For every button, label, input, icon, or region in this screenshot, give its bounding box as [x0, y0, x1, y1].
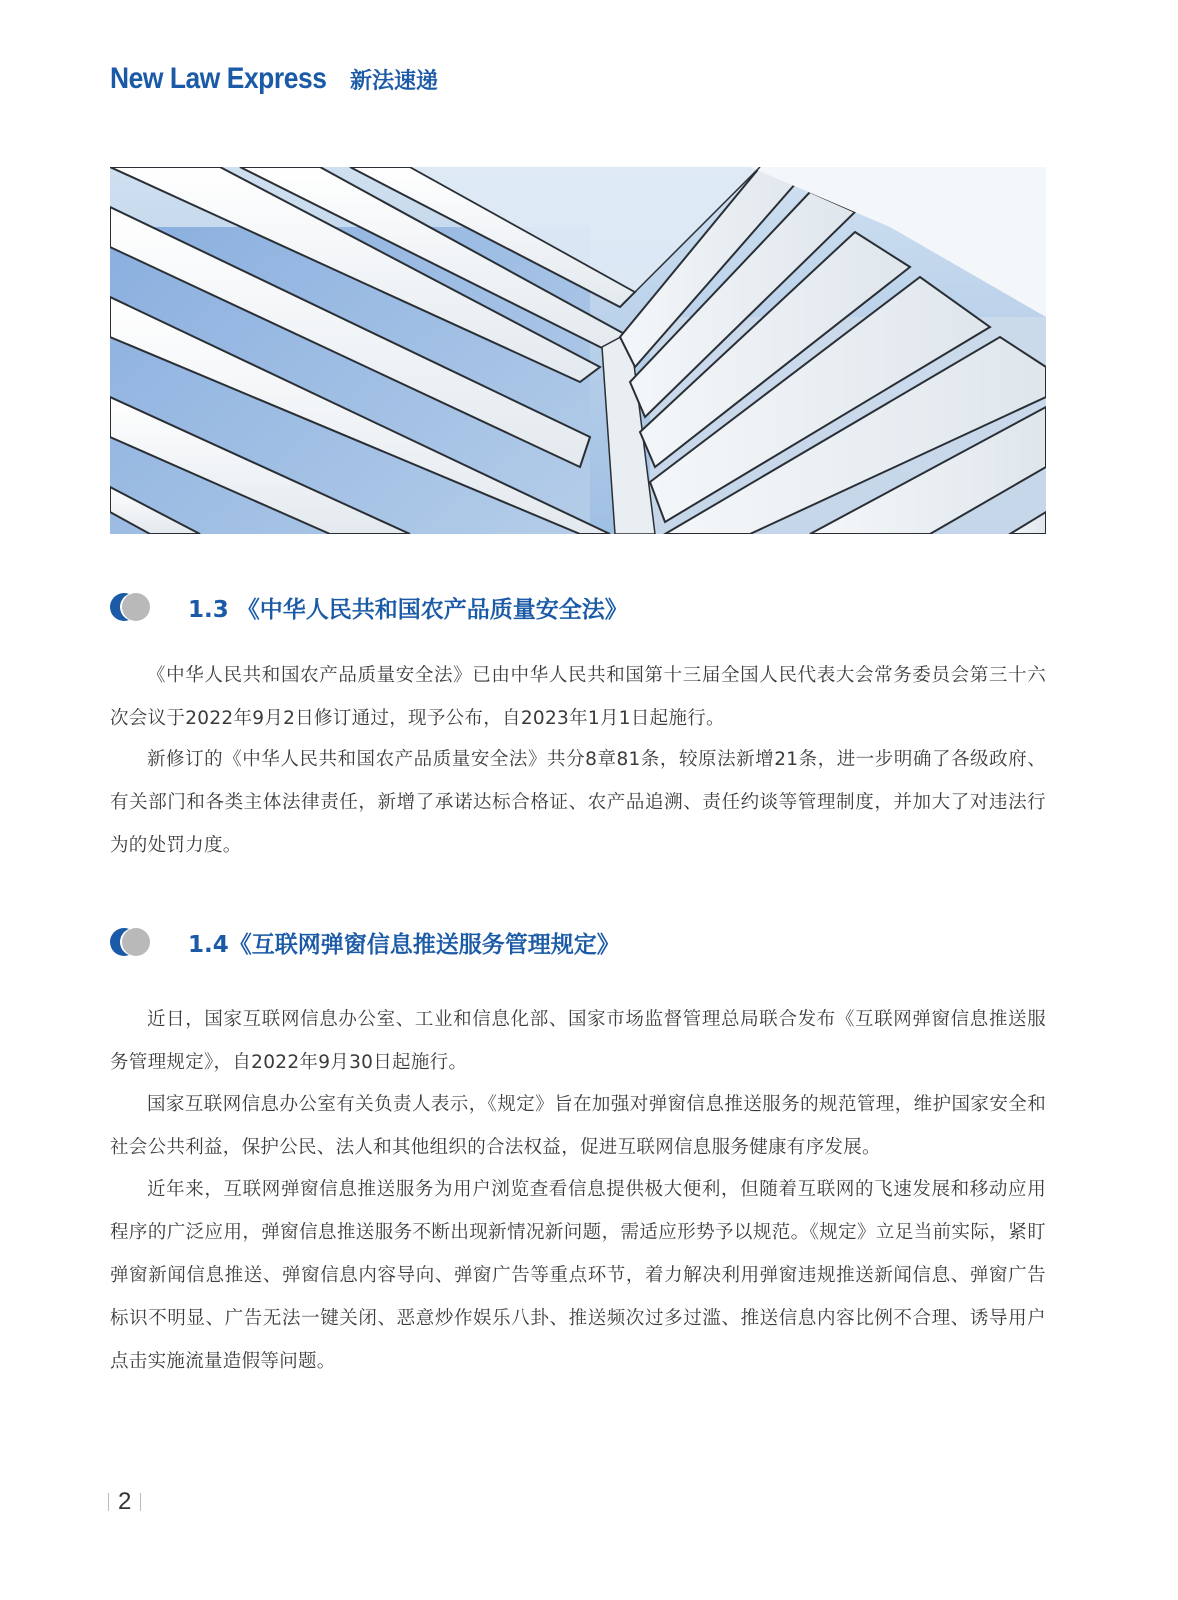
- paragraph: 近日，国家互联网信息办公室、工业和信息化部、国家市场监督管理总局联合发布《互联网弹窗信息推送服务管理规定》，自2022年9月30日起施行。: [110, 1009, 1046, 1073]
- header-title-cn: 新法速递: [349, 69, 438, 94]
- bullet-dots-icon: [110, 591, 154, 623]
- paragraph: 《中华人民共和国农产品质量安全法》已由中华人民共和国第十三届全国人民代表大会常务委员会第三十六次会议于2022年9月2日修订通过，现予公布，自2023年1月1日起施行。: [110, 665, 1046, 729]
- header-title-en: New Law Express: [110, 62, 327, 95]
- paragraph: 国家互联网信息办公室有关负责人表示，《规定》旨在加强对弹窗信息推送服务的规范管理，维护国家安全和社会公共利益，保护公民、法人和其他组织的合法权益，促进互联网信息服务健康有序发展。: [110, 1094, 1046, 1158]
- paragraph: 新修订的《中华人民共和国农产品质量安全法》共分8章81条，较原法新增21条，进一步明确了各级政府、有关部门和各类主体法律责任，新增了承诺达标合格证、农产品追溯、责任约谈等管理制度，并加大了对违法行为的处罚力度。: [110, 749, 1046, 856]
- grey-dot-icon: [122, 928, 150, 956]
- footer-divider: [140, 1493, 141, 1511]
- page-footer: [108, 1488, 141, 1516]
- footer-divider: [108, 1493, 109, 1511]
- page-header: [110, 62, 438, 96]
- section-title: 1.3 《中华人民共和国农产品质量安全法》: [188, 596, 628, 623]
- grey-dot-icon: [122, 593, 150, 621]
- bullet-dots-icon: [110, 926, 154, 958]
- page-number: 2: [118, 1488, 132, 1515]
- section-title: 1.4《互联网弹窗信息推送服务管理规定》: [188, 931, 620, 958]
- hero-image: [110, 167, 1046, 534]
- section-heading-1-3: [110, 587, 628, 627]
- skylight-illustration: [110, 167, 1046, 534]
- paragraph: 近年来，互联网弹窗信息推送服务为用户浏览查看信息提供极大便利，但随着互联网的飞速发展和移动应用程序的广泛应用，弹窗信息推送服务不断出现新情况新问题，需适应形势予以规范。《规定》立足当前实际，紧盯弹窗新闻信息推送、弹窗信息内容导向、弹窗广告等重点环节，着力解决利用弹窗违规推送新闻信息、弹窗广告标识不明显、广告无法一键关闭、恶意炒作娱乐八卦、推送频次过多过滥、推送信息内容比例不合理、诱导用户点击实施流量造假等问题。: [110, 1179, 1046, 1372]
- section-heading-1-4: [110, 922, 620, 962]
